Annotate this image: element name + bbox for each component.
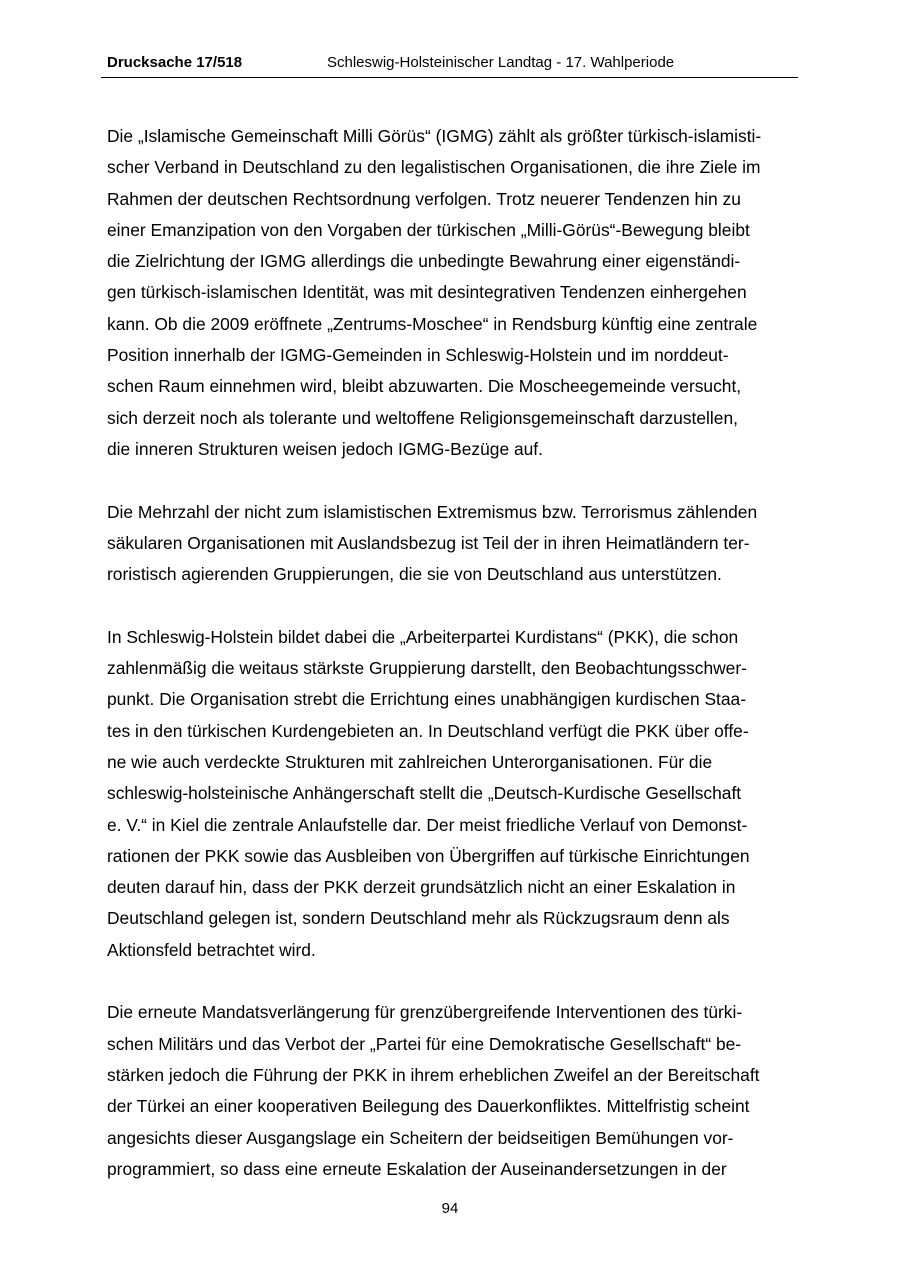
text-line: In Schleswig-Holstein bildet dabei die „Arbeiterpartei Kurdistans“ (PKK), die schon <box>107 626 739 647</box>
paragraph-gap <box>107 966 797 997</box>
paragraph <box>107 997 797 1185</box>
paragraph-gap <box>107 465 797 496</box>
paragraph <box>107 121 797 465</box>
text-line: einer Emanzipation von den Vorgaben der türkischen „Milli-Görüs“-Bewegung bleibt <box>107 219 750 240</box>
paragraph <box>107 622 797 966</box>
text-line: Deutschland gelegen ist, sondern Deutschland mehr als Rückzugsraum denn als <box>107 908 730 929</box>
text-line: säkularen Organisationen mit Auslandsbezug ist Teil der in ihren Heimatländern ter- <box>107 532 750 553</box>
text-line: schen Raum einnehmen wird, bleibt abzuwarten. Die Moscheegemeinde versucht, <box>107 376 742 397</box>
text-line: Die Mehrzahl der nicht zum islamistischen Extremismus bzw. Terrorismus zählenden <box>107 501 758 522</box>
page-header <box>101 52 798 78</box>
text-line: stärken jedoch die Führung der PKK in ihrem erheblichen Zweifel an der Bereitschaft <box>107 1064 760 1085</box>
text-line: kann. Ob die 2009 eröffnete „Zentrums-Moschee“ in Rendsburg künftig eine zentrale <box>107 313 758 334</box>
text-line: scher Verband in Deutschland zu den legalistischen Organisationen, die ihre Ziele im <box>107 157 761 178</box>
text-line: tes in den türkischen Kurdengebieten an. In Deutschland verfügt die PKK über offe- <box>107 720 749 741</box>
text-line: rationen der PKK sowie das Ausbleiben von Übergriffen auf türkische Einrichtungen <box>107 845 750 866</box>
text-line: sich derzeit noch als tolerante und weltoffene Religionsgemeinschaft darzustellen, <box>107 407 738 428</box>
text-line: schleswig-holsteinische Anhängerschaft stellt die „Deutsch-Kurdische Gesellschaft <box>107 783 742 804</box>
text-line: Die „Islamische Gemeinschaft Milli Görüs“ (IGMG) zählt als größter türkisch-islamisti- <box>107 126 762 146</box>
text-line: ne wie auch verdeckte Strukturen mit zahlreichen Unterorganisationen. Für die <box>107 751 713 772</box>
text-line: Rahmen der deutschen Rechtsordnung verfolgen. Trotz neuerer Tendenzen hin zu <box>107 188 741 209</box>
text-line: der Türkei an einer kooperativen Beilegung des Dauerkonfliktes. Mittelfristig scheint <box>107 1096 750 1117</box>
text-line: Position innerhalb der IGMG-Gemeinden in Schleswig-Holstein und im norddeut- <box>107 345 729 366</box>
paragraph-gap <box>107 590 797 621</box>
text-line: deuten darauf hin, dass der PKK derzeit grundsätzlich nicht an einer Eskalation in <box>107 877 736 898</box>
document-number: Drucksache 17/518 <box>107 54 243 71</box>
text-line: die inneren Strukturen weisen jedoch IGMG-Bezüge auf. <box>107 438 543 459</box>
page-number: 94 <box>441 1200 459 1217</box>
text-line: Die erneute Mandatsverlängerung für grenzübergreifende Interventionen des türki- <box>107 1002 743 1023</box>
text-line: zahlenmäßig die weitaus stärkste Gruppierung darstellt, den Beobachtungsschwer- <box>107 658 747 679</box>
paragraph <box>107 497 797 591</box>
text-line: angesichts dieser Ausgangslage ein Scheitern der beidseitigen Bemühungen vor- <box>107 1127 734 1148</box>
text-line: die Zielrichtung der IGMG allerdings die unbedingte Bewahrung einer eigenständi- <box>107 251 741 272</box>
text-line: e. V.“ in Kiel die zentrale Anlaufstelle dar. Der meist friedliche Verlauf von Demonst- <box>107 814 748 835</box>
text-line: programmiert, so dass eine erneute Eskalation der Auseinandersetzungen in der <box>107 1158 727 1179</box>
text-line: roristisch agierenden Gruppierungen, die sie von Deutschland aus unterstützen. <box>107 564 722 585</box>
body-text <box>107 121 797 1185</box>
text-line: schen Militärs und das Verbot der „Partei für eine Demokratische Gesellschaft“ be- <box>107 1033 742 1054</box>
header-title: Schleswig-Holsteinischer Landtag - 17. Wahlperiode <box>327 54 675 71</box>
text-line: punkt. Die Organisation strebt die Errichtung eines unabhängigen kurdischen Staa- <box>107 689 747 710</box>
text-line: Aktionsfeld betrachtet wird. <box>107 939 316 960</box>
text-line: gen türkisch-islamischen Identität, was mit desintegrativen Tendenzen einhergehen <box>107 282 747 303</box>
